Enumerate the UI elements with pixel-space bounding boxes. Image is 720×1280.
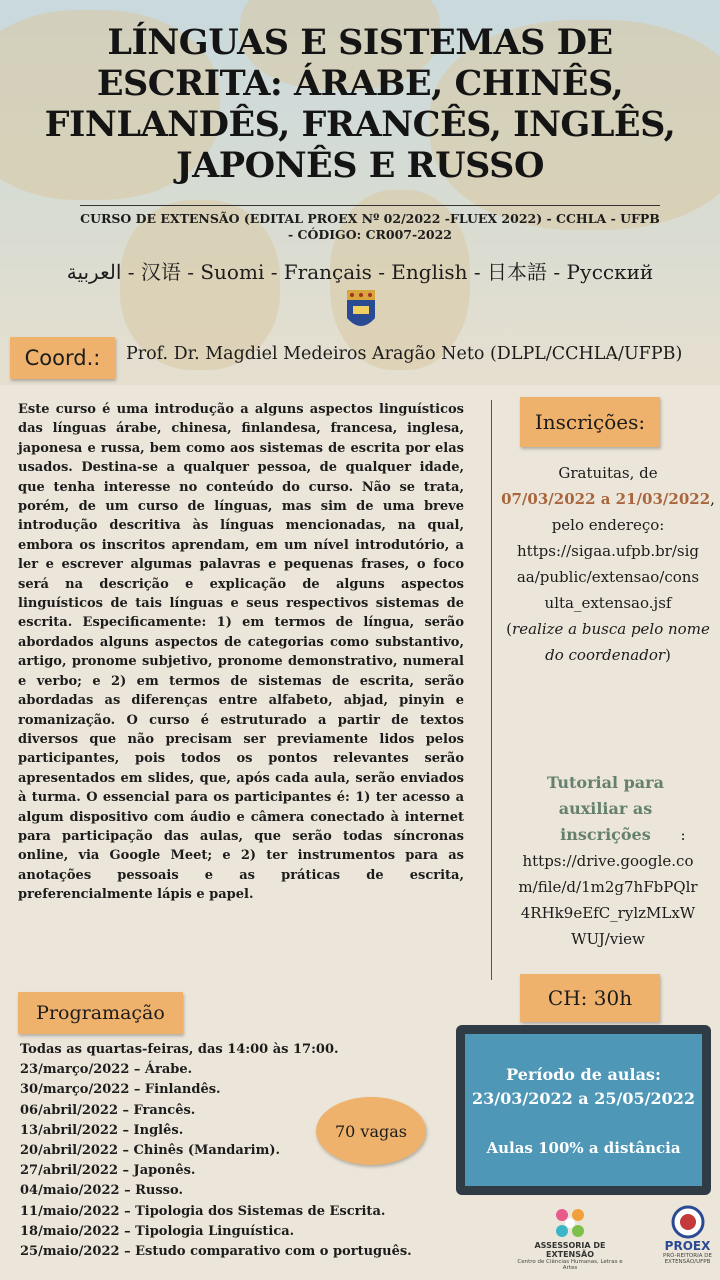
- assessoria-subtitle: Centro de Ciências Humanas, Letras e Artes: [517, 1259, 623, 1271]
- inscricoes-intro: Gratuitas, de: [558, 464, 658, 482]
- list-item: 11/maio/2022 – Tipologia dos Sistemas de Escrita.: [20, 1203, 386, 1219]
- tutorial-info: Tutorial para auxiliar as inscrições : https://drive.google.com/file/d/1m2g7hFbPQlr4RHk9eEfC_rylzMLxWWUJ/view: [496, 770, 720, 952]
- assessoria-logo: [510, 1205, 630, 1271]
- monitor-screen: [465, 1034, 702, 1186]
- assessoria-name: ASSESSORIA DE EXTENSÃO: [534, 1241, 606, 1259]
- inscricoes-after: , pelo endereço:: [551, 490, 715, 534]
- list-item: 04/maio/2022 – Russo.: [20, 1183, 183, 1199]
- list-item: 30/março/2022 – Finlandês.: [20, 1082, 221, 1098]
- list-item: 06/abril/2022 – Francês.: [20, 1102, 196, 1118]
- inscricoes-info: Gratuitas, de 07/03/2022 a 21/03/2022, pelo endereço: https://sigaa.ufpb.br/sigaa/public/extensao/consulta_extensao.jsf (realize a busca pelo nome do coordenador): [501, 464, 715, 664]
- list-item: Todas as quartas-feiras, das 14:00 às 17:00.: [20, 1042, 339, 1057]
- periodo-title: Período de aulas:: [506, 1065, 661, 1084]
- inscricoes-label: Inscrições:: [520, 397, 660, 447]
- course-subtitle: CURSO DE EXTENSÃO (EDITAL PROEX Nº 02/2022 -FLUEX 2022) - CCHLA - UFPB - CÓDIGO: CR007-2022: [80, 205, 660, 243]
- course-description: Este curso é uma introdução a alguns aspectos linguísticos das línguas árabe, chinesa, finlandesa, francesa, inglesa, japonesa e russa, bem como aos sistemas de escrita por elas usados. Destina-se a qualquer pessoa, de qualquer idade, que tenha interesse no conteúdo do curso. Não se trata, porém, de um curso de línguas, mas sim de uma breve introdução descritiva às línguas mencionadas, na qual, embora os inscritos aprendam, em um nível introdutório, a ler e escrever algumas palavras e pequenas frases, o foco será na descrição e explicação de alguns aspectos linguísticos de tais línguas e seus respectivos sistemas de escrita. Especificamente: 1) em termos de língua, serão abordados alguns aspectos de categorias como substantivo, artigo, pronome subjetivo, pronome demonstrativo, numeral e verbo; e 2) em termos de sistemas de escrita, serão abordadas as diferenças entre alfabeto, abjad, pinyin e romanização. O curso é estruturado a partir de textos diversos que não precisam ser previamente lidos pelos participantes, pois todos os pontos relevantes serão apresentados em slides, que, após cada aula, serão enviados à turma. O essencial para os participantes é: 1) ter acesso a algum dispositivo com áudio e câmera conectado à internet para participação das aulas, que serão todas síncronas online, via Google Meet; e 2) ter instrumentos para as anotações pessoais e as práticas de escrita, preferencialmente lápis e papel.: [18, 402, 464, 903]
- tutorial-label: Tutorial para auxiliar as inscrições: [546, 773, 664, 844]
- inscricoes-note: realize a busca pelo nome do coordenador: [512, 620, 710, 664]
- proex-logo-icon: [671, 1205, 705, 1239]
- coordinator-row: [0, 330, 720, 382]
- vagas-badge: 70 vagas: [316, 1097, 426, 1165]
- coord-label: Coord.:: [10, 337, 115, 379]
- list-item: 20/abril/2022 – Chinês (Mandarim).: [20, 1143, 281, 1159]
- languages-line: العربية - 汉语 - Suomi - Français - English - 日本語 - Русский: [66, 260, 654, 284]
- carga-horaria-label: CH: 30h: [520, 974, 660, 1022]
- assessoria-logo-icon: [550, 1205, 590, 1241]
- inscricoes-url[interactable]: https://sigaa.ufpb.br/sigaa/public/extensao/consulta_extensao.jsf: [516, 542, 700, 612]
- list-item: 27/abril/2022 – Japonês.: [20, 1163, 196, 1179]
- header-banner: [0, 0, 720, 385]
- list-item: 13/abril/2022 – Inglês.: [20, 1122, 184, 1138]
- proex-subtitle: PRÓ-REITORIA DE EXTENSÃO/UFPB: [663, 1253, 712, 1265]
- column-divider: [491, 400, 492, 980]
- programacao-label: Programação: [18, 992, 183, 1034]
- proex-name: PROEX: [664, 1239, 711, 1253]
- tutorial-url[interactable]: https://drive.google.com/file/d/1m2g7hFbPQlr4RHk9eEfC_rylzMLxWWUJ/view: [518, 852, 698, 948]
- course-title: LÍNGUAS E SISTEMAS DE ESCRITA: ÁRABE, CHINÊS, FINLANDÊS, FRANCÊS, INGLÊS, JAPONÊS E RUSSO: [44, 22, 676, 186]
- coordinator-name: Prof. Dr. Magdiel Medeiros Aragão Neto (DLPL/CCHLA/UFPB): [126, 344, 683, 364]
- inscricoes-dates: 07/03/2022 a 21/03/2022: [501, 490, 711, 508]
- list-item: 25/maio/2022 – Estudo comparativo com o português.: [20, 1244, 412, 1260]
- ufpb-crest-icon: [343, 290, 379, 334]
- periodo-dates: 23/03/2022 a 25/05/2022: [471, 1089, 695, 1108]
- proex-logo: [655, 1205, 720, 1265]
- periodo-mode: Aulas 100% a distância: [486, 1139, 681, 1157]
- list-item: 23/março/2022 – Árabe.: [20, 1062, 193, 1078]
- monitor-illustration: [456, 1025, 711, 1195]
- list-item: 18/maio/2022 – Tipologia Linguística.: [20, 1223, 295, 1239]
